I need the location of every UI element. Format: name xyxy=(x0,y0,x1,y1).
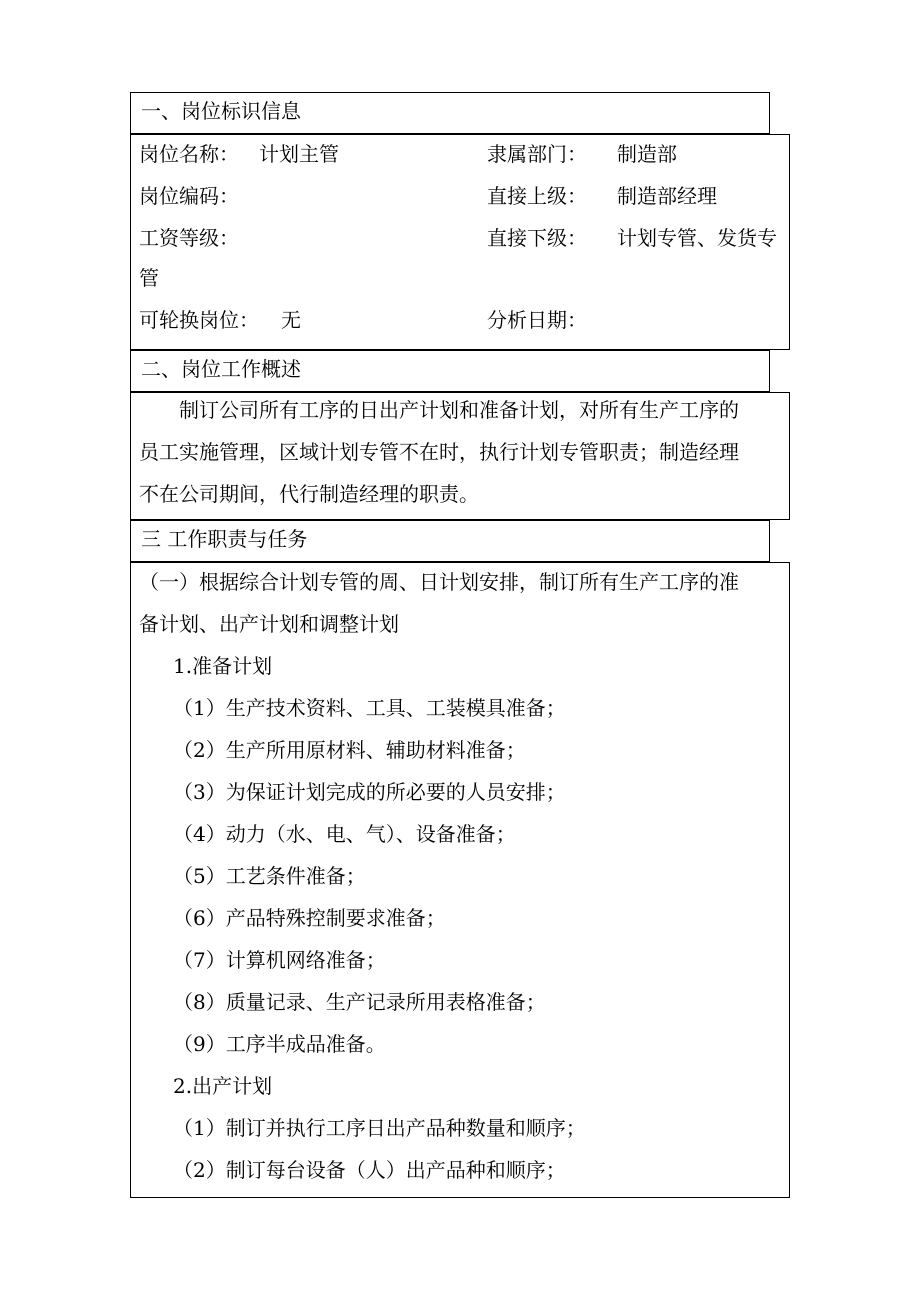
sub1-item: （6）产品特殊控制要求准备； xyxy=(173,906,446,930)
duty-intro-line-2: 备计划、出产计划和调整计划 xyxy=(139,612,399,636)
section-2-header xyxy=(130,350,770,392)
analysis-date-label: 分析日期： xyxy=(487,308,587,332)
section-1-header xyxy=(130,92,770,134)
sub1-item: （3）为保证计划完成的所必要的人员安排； xyxy=(173,780,566,804)
sub1-item: （2）生产所用原材料、辅助材料准备； xyxy=(173,738,526,762)
subordinate-label: 直接下级： xyxy=(487,226,587,250)
sub1-item: （1）生产技术资料、工具、工装模具准备； xyxy=(173,696,566,720)
position-name-label: 岗位名称： xyxy=(139,142,239,166)
department-value: 制造部 xyxy=(617,142,677,166)
duties-and-tasks xyxy=(130,562,790,1198)
sub1-item: （9）工序半成品准备。 xyxy=(173,1032,386,1056)
rotation-value: 无 xyxy=(281,308,301,332)
position-info-table xyxy=(130,134,790,350)
sub2-item: （1）制订并执行工序日出产品种数量和顺序； xyxy=(173,1116,586,1140)
work-overview xyxy=(130,392,790,520)
sub1-item: （4）动力（水、电、气）、设备准备； xyxy=(173,822,516,846)
position-name-value: 计划主管 xyxy=(259,142,339,166)
section-1-title: 一、岗位标识信息 xyxy=(141,99,301,123)
sub1-item: （8）质量记录、生产记录所用表格准备； xyxy=(173,990,546,1014)
salary-grade-label: 工资等级： xyxy=(139,226,239,250)
duty-intro-line-1: （一）根据综合计划专管的周、日计划安排，制订所有生产工序的准 xyxy=(139,570,739,594)
overview-line-2: 员工实施管理，区域计划专管不在时，执行计划专管职责；制造经理 xyxy=(139,440,739,464)
superior-value: 制造部经理 xyxy=(617,184,717,208)
department-label: 隶属部门： xyxy=(487,142,587,166)
section-3-title: 三 工作职责与任务 xyxy=(141,527,308,551)
sub2-title: 2.出产计划 xyxy=(173,1074,273,1098)
subordinate-value: 计划专管、发货专 xyxy=(617,226,777,250)
rotation-label: 可轮换岗位： xyxy=(139,308,259,332)
sub1-item: （5）工艺条件准备； xyxy=(173,864,366,888)
overview-line-3: 不在公司期间，代行制造经理的职责。 xyxy=(139,482,479,506)
overview-line-1: 制订公司所有工序的日出产计划和准备计划，对所有生产工序的 xyxy=(179,398,739,422)
position-code-label: 岗位编码： xyxy=(139,184,239,208)
superior-label: 直接上级： xyxy=(487,184,587,208)
sub1-item: （7）计算机网络准备； xyxy=(173,948,386,972)
section-2-title: 二、岗位工作概述 xyxy=(141,357,301,381)
subordinate-value-wrap: 管 xyxy=(139,266,159,290)
sub1-title: 1.准备计划 xyxy=(173,654,273,678)
section-3-header xyxy=(130,520,770,562)
sub2-item: （2）制订每台设备（人）出产品种和顺序； xyxy=(173,1158,566,1182)
